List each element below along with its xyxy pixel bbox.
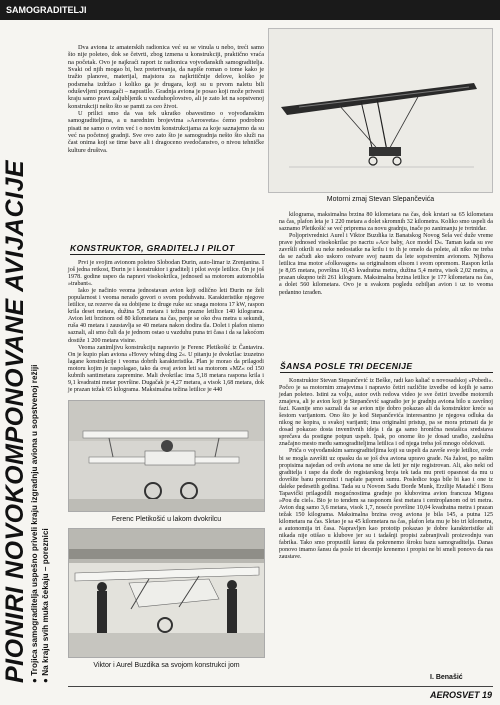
col1-paragraph: Iako je načinio veoma jednostavan avion koji odlično leti Đurin ne želi popularnost i veoma nerado govori o svom poduhvatu. Karakteristike njegove letilice, uz rezerve da su dobijene iz druge ruke su: snaga motora 17 kW, raspon krila deset metara, dužina 5,8 metara i težina prazne letilice 140 kilograma. Avion leti brzinom od 80 kilometara na čas, penje se oko dva metra u sekundi, ruša 40 metara i zaustavlja se 40 metara nakon dodira tla. Dolet i plafon nismo saznali, ali smo čuli da je jednom ostao u vazduhu puna tri časa i da sa lakoćom dostiže 1 200 metara visine.: [68, 288, 264, 344]
biplane-illustration: [69, 401, 265, 512]
col2a-paragraph: kilograma, maksimalna brzina 80 kilometara na čas, dok krstari sa 65 kilometara na čas, plafon leta je 1 220 metara a dolet skromnih 32 kilometra. Koliko smo uspeli da saznamo Pletikošić se već priprema za novu gradnju, inače po zanimanju je tvrtniđar.: [279, 212, 493, 233]
column-2-text-top: [279, 212, 493, 297]
article-title: PIONIRI NOVOKOMPONOVANE AVIJACIJE: [1, 159, 29, 683]
section-title-chance: ŠANSA POSLE TRI DECENIJE: [280, 361, 413, 371]
hang-glider-illustration: [269, 29, 493, 193]
col2a-paragraph: Poljoprivrednici Aurel i Viktor Buzdika iz Banatskog Novog Sela već duže vreme prave jednosed visokokrilac po nacrtu »Ace baby, Ace model D«. Taman kada su sve završili otkrili su neke nedostatke na krilu i to ih je omelo da polete, ali niko ne treba da se začudi ako uskoro ostvare svoj naum da lete sopstvenim avionom. Njihova letilica ima motor »folksvagen« sa originalnom elisom i svom opremom. Raspon krila je 8,05 metara, površina 10,43 kvadratna metra, dužina 5,4 metra, visok 2,02 metra, a prazan ukupno teži 261 kilogram. Maksimalna brzina letilice je 177 kilometara na čas, a dolet 560 kilometara. Ovo je u svakom pogledu ozbiljan avion i uz to veoma pedantno izrađen.: [279, 233, 493, 296]
caption-photo-right: Motorni zmaj Stevan Slepančevića: [326, 196, 435, 203]
col1-paragraph: Prvi je svojim avionom poleteo Slobodan Đurin, auto-limar iz Zrenjanina. I još jedna retkost, Đurin je i konstruktor i graditelj i pilot svoje letilice. On je još 1978. godine uspeo da napravi visokokrilca, jednosed sa motorom automobila »trabant«.: [68, 260, 264, 288]
page-footer: AEROSVET 19: [430, 690, 493, 700]
col2b-paragraph: Priča o vojvođanskim samograditeljima koji su uspeli da završe svoje letilice, ovde bi se mogla završiti uz opasku da se još dva aviona upravo grade. Na žalost, po našim propisima najedan od ovih aviona ne sme da leti jer nije registrovan. Ali, ako neki od graditelja i uspe da dođe do registarskog broja tek tada mu preti opasnost da mu u dovršite banu poreznici i naplate papreni sumu. Posledice toga bile bi kao i one iz daleke pedesetih godina. Tada su u Novom Sadu Đorđe Munk, Erzilije Matadić i Bora Tapavički prilagodili mogućnostima gradnje po klubovima avion francuza Mignea »Pou du ciel«. Bio je to tendem sa rasponom šest metara i centroplanom od tri metra. Avion dug samo 3,6 metara, visok 1,7, noseće površine 10,04 kvadratna metra i prazan težak 150 kilograma. Maksimalna brzina ovog aviona je bila 145, a putna 125 kilometara na čas. Sletao je sa 45 kilometara na čas, plafon leta mu je bio tri kilometra, a autonomija tri časa. Napravljen kao prototip pokazao je dobre karakteristike ali nikada nije otišao u klubove jer su i tadašnji propisi zabranjivali proizvodnju van fabrika. Tako smo propustili šansu da pokrenemo široku bazu samograditelja. Danas ponovo imamo šansu da posle tri decenije krenemo i propisi ne bi smeli ponovo da nas zaustave.: [279, 448, 493, 561]
col2b-paragraph: Konstruktor Stevan Stepančević iz Beške, radi kao kaliač u novosadskoj »Pobedi«. Počeo je sa motornim zmajevima i napravio četiri različite izvedbe od kojih je samo jedan poleteo. Istini za volju, autor ovih redova video je sve četiri izvedbe motornih zmajeva, ali je avion koji je Stepančević sagradio jer je gradnju aviona bilo u završnoj fazi. Kasnije smo saznali da se avion nije dobro pokazao ali da konstruktor kreće sa šestom varijantom. Ono što je kod Stepančevića interesantno je njegova odluka da nikog ne kopira, u svakoj varijanti; ima originalni pristup, pa se mora priznati da je dosad pokazao dosta inventivnih ideja i da ga samo hronična nestašica sredstava sprečava da postigne potpun uspeh. Ipak, po onome što je dosad urađio, zaslužna značajno mesto među samograditeljima letilica i od njega treba još mnogo očekivati.: [279, 378, 493, 448]
high-wing-plane-illustration: [69, 529, 265, 658]
article-subtitle-1: ● Trojica samograditelja uspešno priveli kraju izgradnju aviona u sopstvenoj režiji: [30, 364, 39, 683]
section-divider: [70, 254, 265, 255]
photo-biplane: [68, 400, 265, 512]
caption-photo-mid: Ferenc Pletikošić u lakom dvokrilcu: [111, 516, 222, 523]
photo-high-wing-plane: [68, 528, 265, 658]
section-title-constructor: KONSTRUKTOR, GRADITELJ I PILOT: [70, 243, 235, 253]
author-signature: I. Benašić: [430, 674, 463, 681]
section-header: SAMOGRADITELJI: [0, 0, 500, 20]
column-2-text-bottom: [279, 378, 493, 561]
caption-photo-bottom: Viktor i Aurel Buzdika sa svojom konstrukci jom: [93, 662, 240, 669]
side-headline-column: [0, 22, 62, 682]
side-headline-rotated: [1, 23, 63, 683]
column-1-text: [68, 260, 264, 394]
intro-text: [68, 44, 264, 154]
article-subtitle-2: ● Na kraju svih muka čekaju – poreznici: [41, 528, 50, 683]
col1-paragraph: Veoma zanimljivu konstrukciju napravio je Ferenc Pletikošić iz Čantavira. On je kupio plan aviona »Hovey whing ding 2«. U pitanju je dvokrilac izuzetno lagane konstrukcije i veoma dobrih karakteristika. Plan je morao da prilagodi motoru kojim je raspolagao, tako da ovaj avion leti sa motorom »MZ« od 150 kubnih santimetara zapremine. Mali dvokrilac ima 5,18 metara raspona krila i 9,1 kvadratni metar površine. Dugačak je 4,27 metara, a visok 1,68 metara, dok je prazan težak 65 kilograma. Maksimalna težina letilice je 440: [68, 344, 264, 393]
photo-motor-glider: [268, 28, 493, 193]
intro-paragraph: U prilici smo da vas tek ukratko obavestimo o vojvođanskim samograditeljima, a u narednim brojevima »Aerosveta« ćemo podrobno pisati ne samo o ovim već i o novim konstrukcijama za koje saznajemo da su već na početnoj gradnji. Sve ovo zato što je samogradnja nešto što služi na čast onima koji se time bave ali i dragoceno svedočanstvo, o nivou tehničke kulture društva.: [68, 110, 264, 154]
section-divider: [280, 372, 493, 373]
intro-paragraph: Dva aviona iz amaterskih radionica već su se vinula u nebo, treći samo što nije poleteo, dok se četvrti, zbog izmena u konstrukciji, praktično vraća na početak. Ovo je najkraći raport iz radionica vojvođanskih samograditelja. Svaki od njih mogao bi, bez preterivanja, da napiše roman o tome kako je tražio planove, materijal, majstora za najkritičnije delove, koliko je podsmeha izdržao i koliko ga je drugara, koji su u prvom naletu bili oduševljeni pomagači – napustilo. Gradnja aviona je posao koji može privesti kraju samo pravi zaljubljenik u vazduhoplovstvo, ali je zato let na sopstvenoj konstrukciji nešto što se pamti za ceo život.: [68, 44, 264, 110]
footer-divider: [68, 686, 493, 687]
